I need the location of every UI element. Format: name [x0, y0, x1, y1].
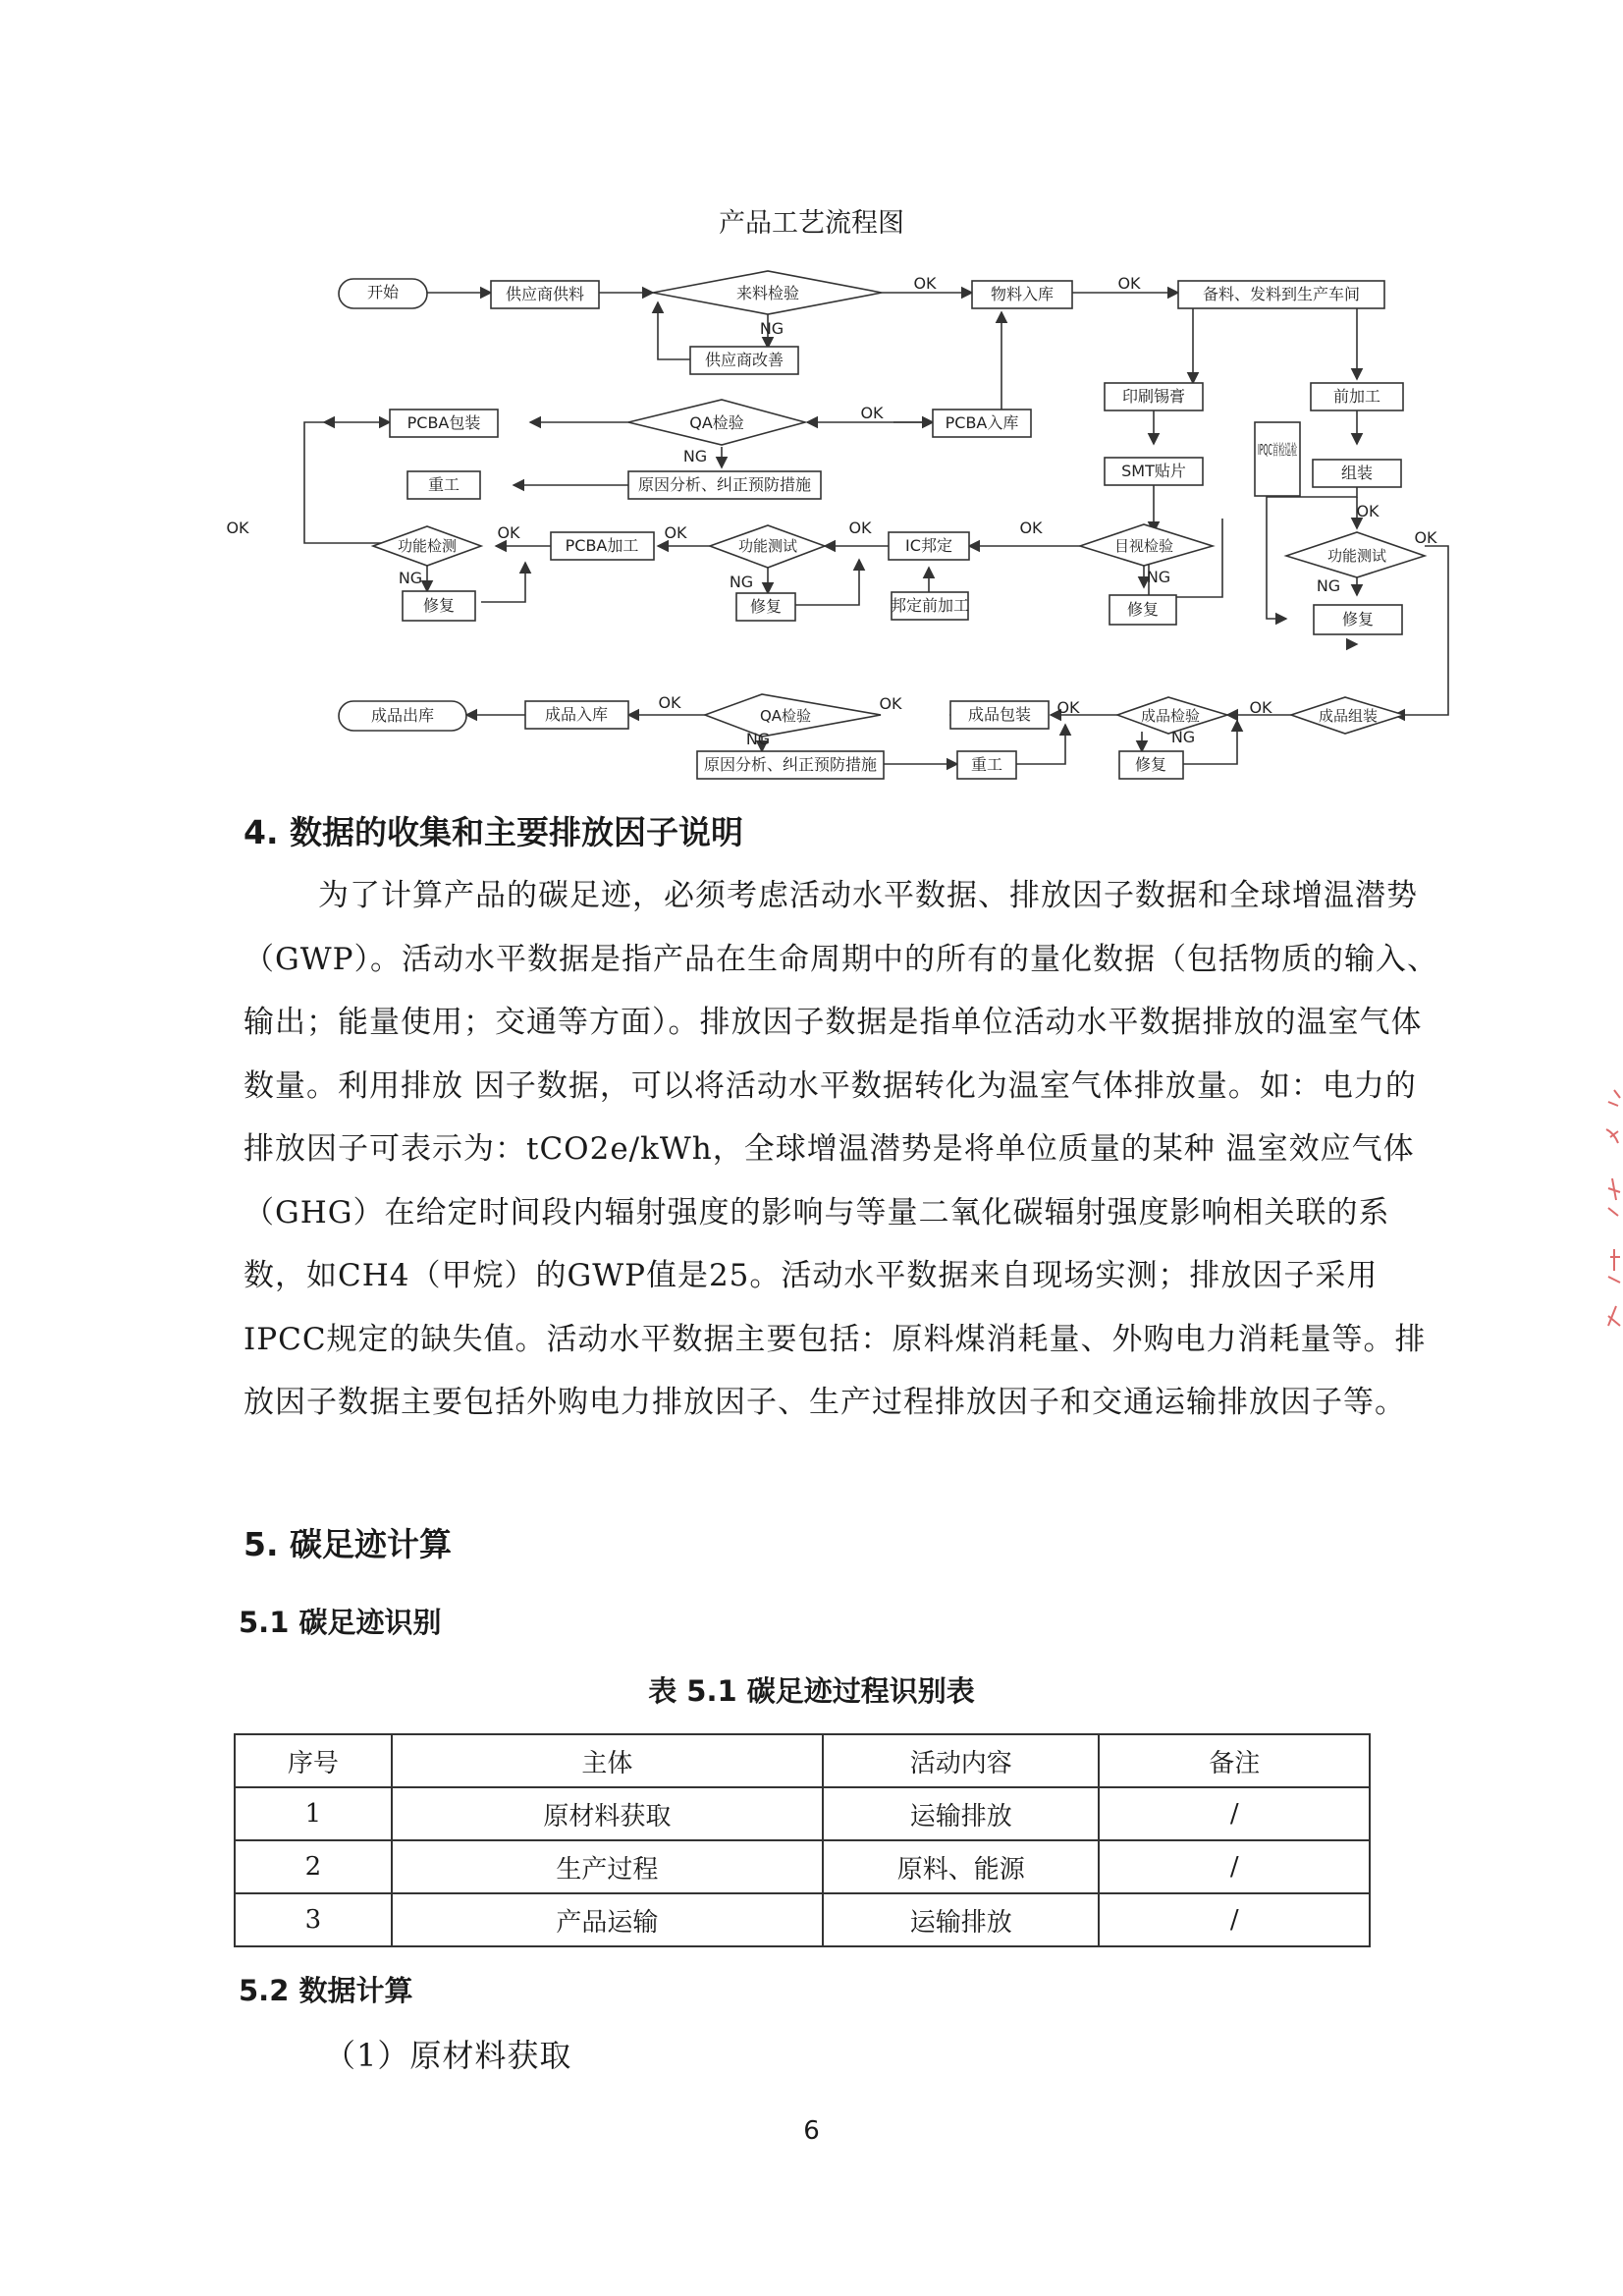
- table-cell: /: [1099, 1893, 1370, 1946]
- node-finished-out: 成品出库: [370, 706, 435, 725]
- table-cell: 运输排放: [823, 1787, 1100, 1840]
- node-cause-analysis-2: 原因分析、纠正预防措施: [703, 755, 878, 774]
- node-repair-5: 修复: [1134, 755, 1167, 774]
- node-print-solder: 印刷锡膏: [1121, 387, 1186, 406]
- table-cell: 2: [235, 1840, 392, 1893]
- node-assembly: 组装: [1340, 464, 1374, 482]
- table-cell: 1: [235, 1787, 392, 1840]
- header-cell: 主体: [392, 1734, 823, 1787]
- label-ng: NG: [729, 573, 754, 591]
- node-pcba-pack: PCBA包装: [406, 413, 481, 432]
- node-function-test-2: 功能测试: [1326, 547, 1387, 565]
- node-repair-3: 修复: [1126, 600, 1160, 619]
- flow-ok-ng-labels: [226, 274, 1437, 748]
- section-4-body: [243, 864, 1441, 1435]
- header-cell: 备注: [1099, 1734, 1370, 1787]
- label-ok: OK: [879, 694, 902, 713]
- red-seal-stamp-fragment: [1600, 1080, 1623, 1336]
- node-finished-assembly: 成品组装: [1318, 707, 1379, 725]
- table-row: [235, 1893, 1370, 1946]
- page-number: 6: [803, 2116, 820, 2146]
- header-cell: 活动内容: [823, 1734, 1100, 1787]
- section-4-paragraph: 为了计算产品的碳足迹，必须考虑活动水平数据、排放因子数据和全球增温潜势（GWP）。活动水平数据是指产品在生命周期中的所有的量化数据（包括物质的输入、输出；能量使用；交通等方面）。排放因子数据是指单位活动水平数据排放的温室气体数量。利用排放 因子数据，可以将活动水平数据转化为温室气体排放量。如：电力的 排放因子可表示为：tCO2e/kWh，全球增温潜势是将单位质量的某种 温室效应气体（GHG）在给定时间段内辐射强度的影响与等量二氧化碳辐射强度影响相关联的系数，如CH4（甲烷）的GWP值是25。活动水平数据来自现场实测；排放因子采用IPCC规定的缺失值。活动水平数据主要包括：原料煤消耗量、外购电力消耗量等。排放因子数据主要包括外购电力排放因子、生产过程排放因子和交通运输排放因子等。: [243, 878, 1438, 1420]
- table-title: 表 5.1 碳足迹过程识别表: [648, 1674, 975, 1708]
- table-cell: /: [1099, 1840, 1370, 1893]
- subsection-item-1: （1）原材料获取: [324, 2037, 572, 2074]
- label-ok: OK: [1019, 519, 1043, 537]
- label-ok: OK: [1117, 274, 1141, 293]
- node-pre-process: 前加工: [1332, 387, 1381, 406]
- node-repair-2: 修复: [749, 597, 783, 616]
- label-ok: OK: [497, 523, 520, 542]
- label-ng: NG: [682, 447, 708, 465]
- figure-title: 产品工艺流程图: [719, 208, 904, 239]
- node-repair-1: 修复: [422, 596, 456, 615]
- node-prepare-material: 备料、发料到生产车间: [1202, 285, 1361, 303]
- node-ipqc: IPQC首检巡检: [1258, 441, 1297, 459]
- table-cell: /: [1099, 1787, 1370, 1840]
- node-pre-bond-process: 邦定前加工: [890, 596, 970, 615]
- node-qa-inspection-2: QA检验: [759, 707, 812, 725]
- node-visual-inspection: 目视检验: [1113, 537, 1174, 555]
- node-pcba-process: PCBA加工: [565, 536, 639, 555]
- node-repair-4: 修复: [1341, 610, 1375, 629]
- node-material-in: 物料入库: [990, 285, 1055, 303]
- section-4-heading: 4. 数据的收集和主要排放因子说明: [243, 813, 743, 851]
- label-ok: OK: [860, 404, 884, 422]
- label-ng: NG: [1316, 576, 1341, 595]
- label-ng: NG: [745, 730, 771, 748]
- label-ng: NG: [1146, 568, 1171, 586]
- label-ok: OK: [848, 519, 872, 537]
- node-pcba-in: PCBA入库: [945, 413, 1019, 432]
- header-cell: 序号: [235, 1734, 392, 1787]
- label-ok: OK: [226, 519, 249, 537]
- node-finished-in: 成品入库: [544, 705, 609, 724]
- label-ok: OK: [1249, 698, 1272, 717]
- label-ok: OK: [664, 523, 687, 542]
- node-supplier-supply: 供应商供料: [505, 285, 585, 303]
- node-incoming-inspection: 来料检验: [735, 284, 800, 302]
- table-row: [235, 1787, 1370, 1840]
- node-function-check: 功能检测: [397, 537, 458, 555]
- node-start: 开始: [366, 283, 400, 301]
- node-finished-inspection: 成品检验: [1140, 707, 1201, 725]
- node-cause-analysis: 原因分析、纠正预防措施: [637, 475, 812, 494]
- node-smt: SMT贴片: [1121, 462, 1186, 480]
- node-ic-bond: IC邦定: [905, 536, 952, 555]
- table-cell: 生产过程: [392, 1840, 823, 1893]
- section-5-2-heading: 5.2 数据计算: [239, 1974, 413, 2007]
- flow-labels: [367, 283, 1386, 774]
- node-rework-2: 重工: [970, 755, 1003, 774]
- table-header-row: [235, 1734, 1370, 1787]
- section-5-heading: 5. 碳足迹计算: [243, 1525, 452, 1563]
- node-supplier-improve: 供应商改善: [704, 351, 784, 369]
- label-ok: OK: [1056, 698, 1080, 717]
- label-ok: OK: [1356, 502, 1380, 520]
- label-ok: OK: [913, 274, 937, 293]
- table-cell: 原料、能源: [823, 1840, 1100, 1893]
- label-ok: OK: [1414, 528, 1437, 547]
- flow-connectors: [304, 293, 1448, 764]
- table-cell: 3: [235, 1893, 392, 1946]
- table-row: [235, 1840, 1370, 1893]
- node-qa-inspection: QA检验: [689, 413, 744, 432]
- label-ng: NG: [1170, 728, 1196, 746]
- table-cell: 产品运输: [392, 1893, 823, 1946]
- table-cell: 运输排放: [823, 1893, 1100, 1946]
- label-ng: NG: [759, 319, 784, 338]
- node-rework: 重工: [427, 475, 460, 494]
- process-flowchart: [226, 253, 1453, 784]
- node-function-test: 功能测试: [737, 537, 798, 555]
- table-cell: 原材料获取: [392, 1787, 823, 1840]
- node-finished-pack: 成品包装: [967, 705, 1032, 724]
- label-ng: NG: [398, 569, 423, 587]
- label-ok: OK: [658, 693, 681, 712]
- section-5-1-heading: 5.1 碳足迹识别: [239, 1606, 442, 1639]
- carbon-footprint-table: [234, 1733, 1371, 1947]
